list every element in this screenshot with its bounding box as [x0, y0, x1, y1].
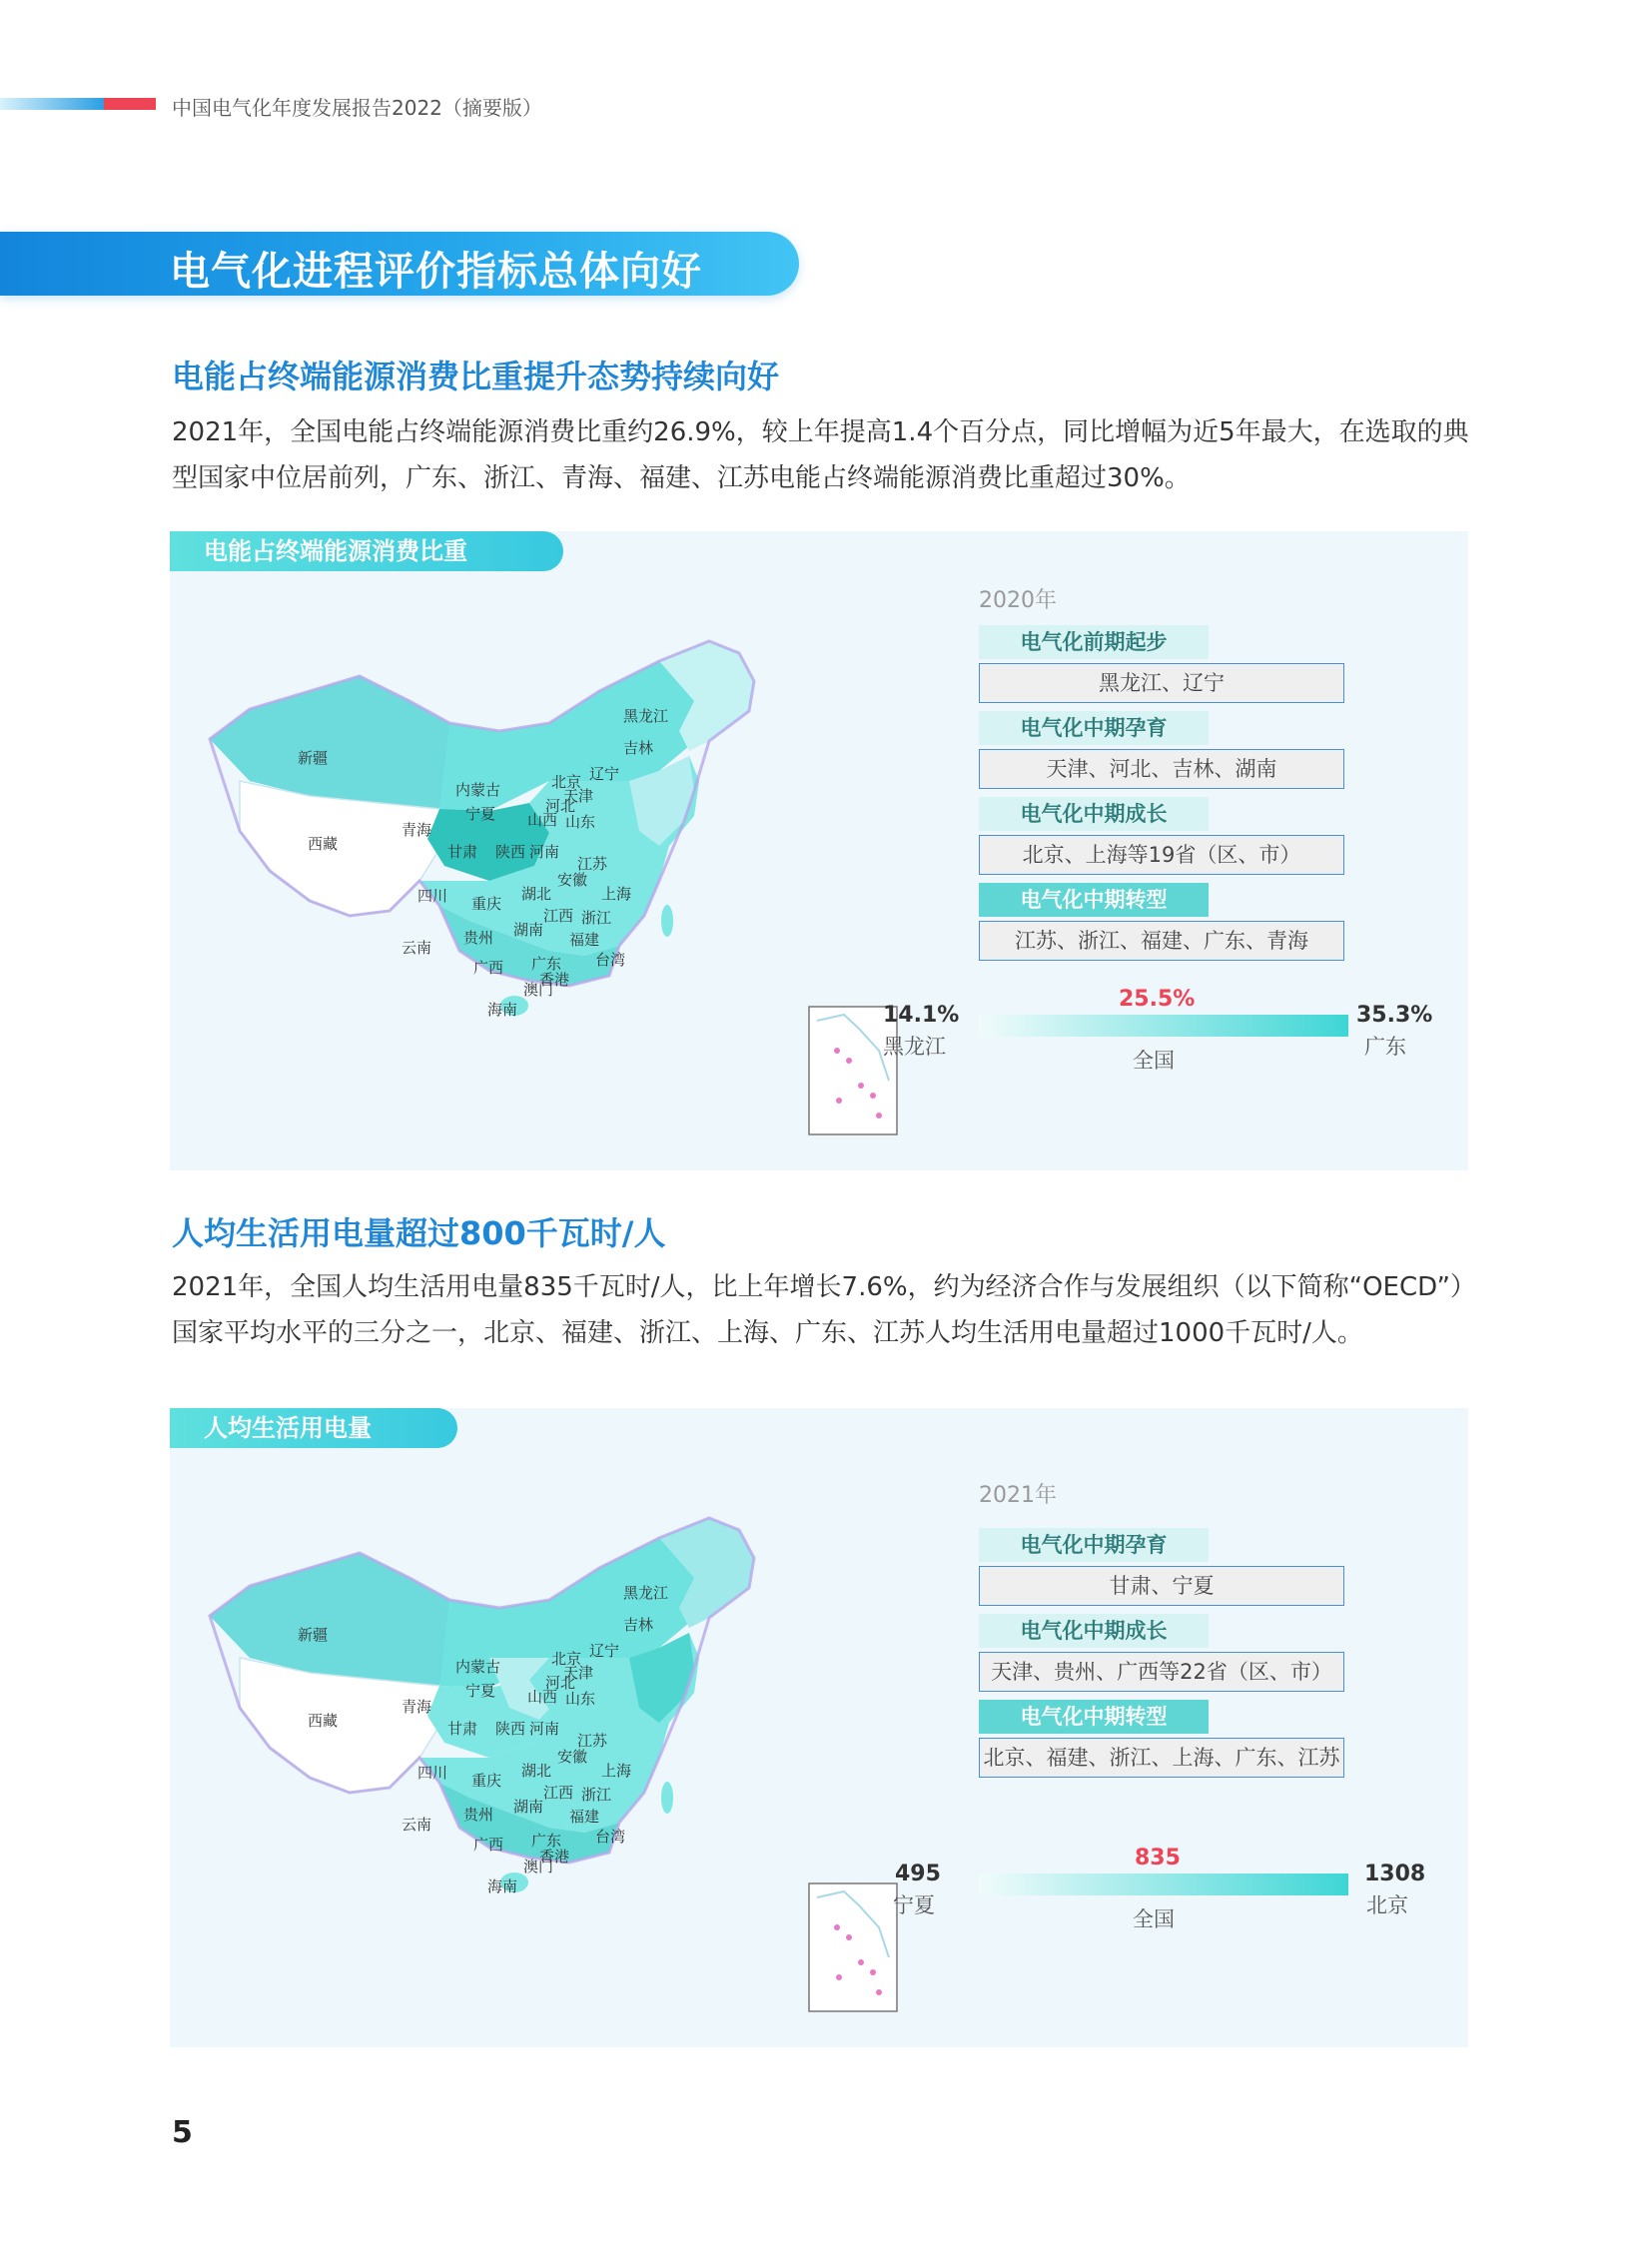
figure1-year: 2020年 [979, 588, 1057, 613]
map2-shapes [210, 1518, 897, 2011]
map1-label-zhejiang: 浙江 [581, 909, 612, 927]
map1-label-shanxi: 山西 [527, 811, 558, 829]
map1-label-heilongjiang: 黑龙江 [623, 707, 669, 725]
map1-label-shaanxi: 陕西 [495, 843, 526, 861]
figure1-min-value: 14.1% [883, 1003, 960, 1028]
figure1-level4-regions: 江苏、浙江、福建、广东、青海 [979, 921, 1344, 961]
figure1-level2-regions: 天津、河北、吉林、湖南 [979, 749, 1344, 789]
figure2-year: 2021年 [979, 1483, 1057, 1508]
figure1-scale-bar [979, 1015, 1348, 1037]
map2-label-sichuan: 四川 [417, 1764, 448, 1782]
map1-label-jiangxi: 江西 [543, 907, 574, 925]
map2-label-tianjin: 天津 [563, 1664, 594, 1682]
map2-label-hubei: 湖北 [521, 1762, 552, 1780]
figure2-tag: 人均生活用电量 [170, 1408, 457, 1448]
map2-label-shaanxi: 陕西 [495, 1720, 526, 1738]
map2-label-qinghai: 青海 [402, 1698, 432, 1716]
map2-label-beijing: 北京 [551, 1650, 582, 1668]
map2-label-hebei: 河北 [545, 1674, 576, 1692]
map1-label-yunnan: 云南 [402, 939, 432, 957]
map1-label-guangdong: 广东 [531, 955, 562, 973]
figure1-level4-tag: 电气化中期转型 [979, 883, 1209, 917]
map1-label-anhui: 安徽 [557, 871, 588, 889]
figure2-scale-bar [979, 1873, 1348, 1895]
map2-label-chongqing: 重庆 [471, 1772, 502, 1790]
figure1-panel [170, 531, 1468, 1170]
map2-label-guizhou: 贵州 [463, 1806, 494, 1824]
map2-label-liaoning: 辽宁 [589, 1642, 620, 1660]
map1-label-chongqing: 重庆 [471, 895, 502, 913]
map1-shapes [210, 641, 897, 1134]
map1-label-jiangsu: 江苏 [577, 855, 608, 873]
map1-label-guangxi: 广西 [473, 959, 504, 977]
figure2-level1-regions: 甘肃、宁夏 [979, 1566, 1344, 1606]
block2-paragraph: 2021年，全国人均生活用电量835千瓦时/人，比上年增长7.6%，约为经济合作与发展组织（以下简称“OECD”）国家平均水平的三分之一，北京、福建、浙江、上海、广东、江苏人均生活用电量超过1000千瓦时/人。 [172, 1272, 1463, 1348]
figure1-national-label: 全国 [1133, 1049, 1175, 1073]
map2-label-hunan: 湖南 [513, 1798, 544, 1816]
map1-label-macau: 澳门 [523, 981, 554, 999]
figure2-level2-tag: 电气化中期成长 [979, 1614, 1209, 1648]
map2-label-zhejiang: 浙江 [581, 1786, 612, 1804]
map1-label-qinghai: 青海 [402, 821, 432, 839]
figure1-china-map [190, 581, 1009, 1160]
block1-heading: 电能占终端能源消费比重提升态势持续向好 [172, 358, 780, 395]
map1-label-hongkong: 香港 [539, 971, 570, 989]
map1-label-hubei: 湖北 [521, 885, 552, 903]
map2-label-jiangsu: 江苏 [577, 1732, 608, 1750]
figure2-level3-tag: 电气化中期转型 [979, 1700, 1209, 1734]
figure2-level1-tag: 电气化中期孕育 [979, 1528, 1209, 1562]
map2-label-xizang: 西藏 [308, 1712, 339, 1730]
map2-label-neimenggu: 内蒙古 [455, 1658, 501, 1676]
map1-label-xinjiang: 新疆 [298, 749, 329, 767]
figure2-max-value: 1308 [1364, 1862, 1426, 1886]
figure1-level1-tag: 电气化前期起步 [979, 625, 1209, 659]
map2-label-fujian: 福建 [569, 1808, 600, 1826]
map2-label-shanxi: 山西 [527, 1688, 558, 1706]
map1-label-taiwan: 台湾 [595, 951, 626, 969]
map1-label-guizhou: 贵州 [463, 929, 494, 947]
figure1-tag: 电能占终端能源消费比重 [170, 531, 563, 571]
map2-label-jilin: 吉林 [623, 1616, 654, 1634]
figure2-level3-regions: 北京、福建、浙江、上海、广东、江苏 [979, 1738, 1344, 1778]
section-title: 电气化进程评价指标总体向好 [170, 249, 702, 295]
figure2-min-value: 495 [895, 1862, 941, 1886]
map1-label-henan: 河南 [529, 843, 560, 861]
figure1-level2-tag: 电气化中期孕育 [979, 711, 1209, 745]
map2-label-henan: 河南 [529, 1720, 560, 1738]
map2-label-yunnan: 云南 [402, 1816, 432, 1834]
figure2-national-value: 835 [1135, 1846, 1181, 1870]
map1-label-gansu: 甘肃 [447, 843, 478, 861]
figure1-level3-regions: 北京、上海等19省（区、市） [979, 835, 1344, 875]
map1-label-liaoning: 辽宁 [589, 765, 620, 783]
map1-label-beijing: 北京 [551, 773, 582, 791]
map1-label-jilin: 吉林 [623, 739, 654, 757]
figure1-max-value: 35.3% [1356, 1003, 1433, 1028]
figure1-min-label: 黑龙江 [883, 1035, 946, 1059]
map1-label-hebei: 河北 [545, 797, 576, 815]
figure1-max-label: 广东 [1364, 1035, 1406, 1059]
block2-heading: 人均生活用电量超过800千瓦时/人 [172, 1214, 666, 1252]
map2-label-guangxi: 广西 [473, 1836, 504, 1854]
map2-label-anhui: 安徽 [557, 1748, 588, 1766]
map2-label-shanghai: 上海 [601, 1762, 632, 1780]
map1-label-tianjin: 天津 [563, 787, 594, 805]
figure1-level3-tag: 电气化中期成长 [979, 797, 1209, 831]
map2-label-jiangxi: 江西 [543, 1784, 574, 1802]
map1-label-sichuan: 四川 [417, 887, 448, 905]
map2-label-ningxia: 宁夏 [465, 1682, 496, 1700]
map1-label-ningxia: 宁夏 [465, 805, 496, 823]
map2-label-xinjiang: 新疆 [298, 1626, 329, 1644]
map2-label-taiwan: 台湾 [595, 1828, 626, 1846]
map1-label-hunan: 湖南 [513, 921, 544, 939]
map2-label-guangdong: 广东 [531, 1832, 562, 1850]
map1-label-shandong: 山东 [565, 813, 596, 831]
map2-label-shandong: 山东 [565, 1690, 596, 1708]
header-accent-bar-blue [0, 98, 104, 110]
map1-label-fujian: 福建 [569, 931, 600, 949]
figure2-national-label: 全国 [1133, 1907, 1175, 1931]
map1-label-shanghai: 上海 [601, 885, 632, 903]
report-title: 中国电气化年度发展报告2022（摘要版） [172, 96, 542, 120]
map2-label-hongkong: 香港 [539, 1848, 570, 1866]
figure2-max-label: 北京 [1366, 1893, 1408, 1917]
figure2-level2-regions: 天津、贵州、广西等22省（区、市） [979, 1652, 1344, 1692]
header-accent-bar-red [104, 98, 156, 110]
figure2-min-label: 宁夏 [893, 1893, 935, 1917]
map2-label-gansu: 甘肃 [447, 1720, 478, 1738]
map1-label-hainan: 海南 [487, 1001, 518, 1019]
map2-label-macau: 澳门 [523, 1858, 554, 1875]
map1-label-neimenggu: 内蒙古 [455, 781, 501, 799]
figure1-national-value: 25.5% [1119, 987, 1196, 1012]
block1-paragraph: 2021年，全国电能占终端能源消费比重约26.9%，较上年提高1.4个百分点，同比增幅为近5年最大，在选取的典型国家中位居前列，广东、浙江、青海、福建、江苏电能占终端能源消费比重超过30%。 [172, 417, 1469, 493]
figure1-level1-regions: 黑龙江、辽宁 [979, 663, 1344, 703]
figure2-panel [170, 1408, 1468, 2047]
map2-label-hainan: 海南 [487, 1877, 518, 1895]
page-number: 5 [172, 2115, 193, 2150]
map2-label-heilongjiang: 黑龙江 [623, 1584, 669, 1602]
map1-label-xizang: 西藏 [308, 835, 339, 853]
figure2-china-map [190, 1458, 1009, 2037]
